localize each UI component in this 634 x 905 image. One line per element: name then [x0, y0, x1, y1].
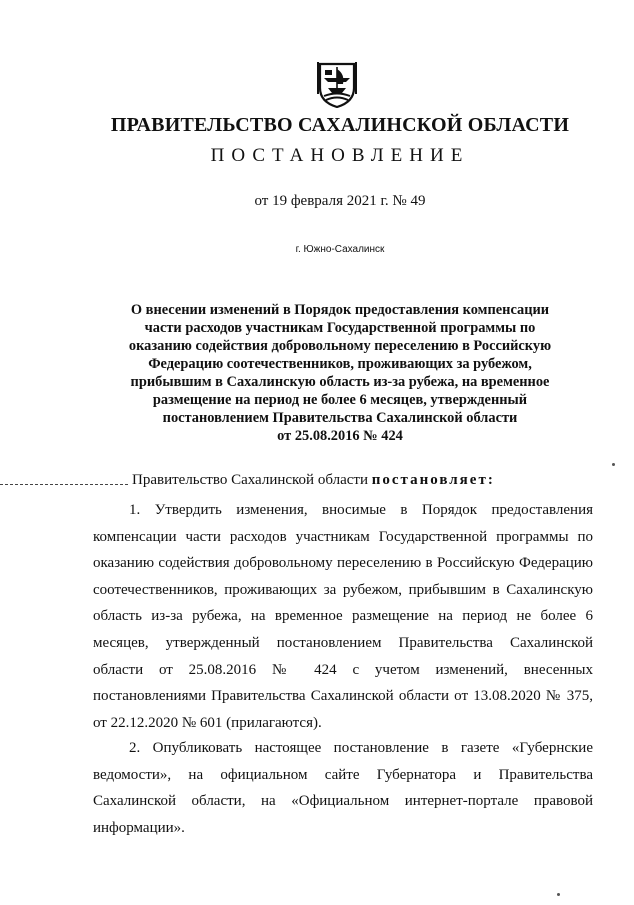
paragraph-line: области от 25.08.2016 № 424 с учетом изменений, внесенных — [93, 661, 593, 678]
paragraph-2 — [93, 735, 593, 841]
paragraph-line: информации». — [93, 819, 185, 836]
paragraph-line: 1. Утвердить изменения, вносимые в Порядок предоставления — [129, 502, 593, 518]
paragraph-line: Сахалинской области, на «Официальном интернет-портале правовой — [93, 793, 593, 810]
government-title: ПРАВИТЕЛЬСТВО САХАЛИНСКОЙ ОБЛАСТИ — [110, 114, 570, 136]
subject-line: постановлением Правительства Сахалинской области — [162, 410, 518, 426]
document-type: ПОСТАНОВЛЕНИЕ — [210, 145, 470, 166]
paragraph-1 — [93, 497, 593, 736]
paragraph-line: от 22.12.2020 № 601 (прилагаются). — [93, 714, 322, 731]
subject-line: оказанию содействия добровольному переселению в Российскую — [128, 338, 552, 354]
scan-speck — [612, 463, 615, 466]
document-city: г. Южно-Сахалинск — [295, 244, 385, 255]
paragraph-line: оказанию содействия добровольному переселению в Российскую Федерацию — [93, 555, 593, 572]
subject-line: части расходов участникам Государственной программы по — [144, 320, 536, 336]
paragraph-line: 2. Опубликовать настоящее постановление в газете «Губернские — [129, 740, 593, 756]
document-date-number: от 19 февраля 2021 г. № 49 — [254, 193, 426, 209]
subject-line: О внесении изменений в Порядок предоставления компенсации — [130, 302, 550, 318]
paragraph-line: соотечественников, проживающих за рубежом, прибывшим в Сахалинскую — [93, 581, 593, 598]
margin-dashes — [0, 484, 128, 485]
paragraph-line: месяцев, утвержденный постановлением Правительства Сахалинской — [93, 634, 593, 651]
paragraph-line: область из-за рубежа, на временное размещение на период не более 6 — [93, 608, 593, 625]
subject-line: от 25.08.2016 № 424 — [277, 428, 403, 444]
resolution-intro — [132, 472, 495, 489]
document-subject — [110, 301, 570, 445]
paragraph-line: компенсации части расходов участникам Государственной программы по — [93, 528, 593, 545]
intro-verb: постановляет: — [371, 472, 495, 488]
subject-line: прибывшим в Сахалинскую область из-за рубежа, на временное — [130, 374, 550, 390]
subject-line: размещение на период не более 6 месяцев, утвержденный — [152, 392, 528, 408]
paragraph-line: ведомости», на официальном сайте Губернатора и Правительства — [93, 766, 593, 783]
paragraph-line: постановлениями Правительства Сахалинской области от 13.08.2020 № 375, — [93, 688, 593, 705]
coat-of-arms-icon — [316, 58, 358, 108]
scan-speck — [557, 893, 560, 896]
intro-text: Правительство Сахалинской области — [132, 472, 372, 488]
subject-line: Федерацию соотечественников, проживающих за рубежом, — [148, 356, 532, 372]
